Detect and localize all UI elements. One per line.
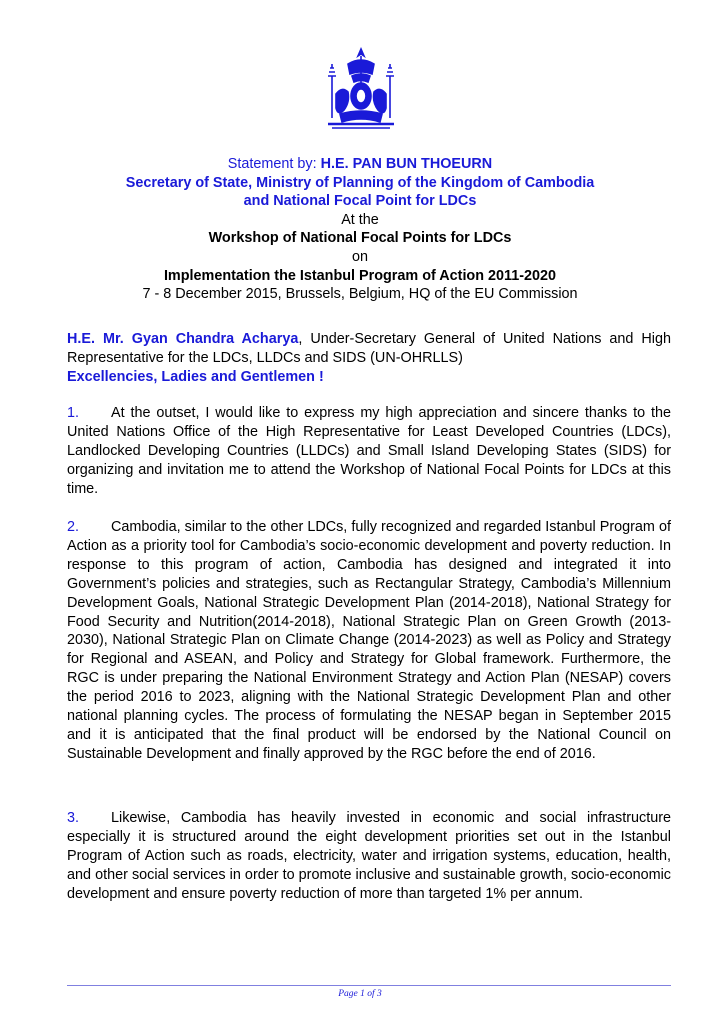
at-the-text: At the bbox=[341, 211, 379, 228]
speaker-name: H.E. PAN BUN THOEURN bbox=[320, 156, 493, 172]
workshop-title: Workshop of National Focal Points for LDCs bbox=[208, 230, 512, 247]
royal-coat-of-arms-icon bbox=[318, 46, 404, 132]
speaker-title-line2: and National Focal Point for LDCs bbox=[243, 193, 477, 210]
page-number: Page 1 of 3 bbox=[338, 989, 382, 999]
paragraph-2 bbox=[67, 518, 671, 764]
paragraph-text: At the outset, I would like to express my high appreciation and sincere thanks to the United Nations Office of the High Representative for Least Developed Countries (LDCs), Landlocked Developing Countries (LLDCs) and Small Island Developing States (SIDS) for organizing and invitation me to attend the Workshop of National Focal Points for LDCs at this time. bbox=[67, 405, 671, 497]
paragraph-number: 3. bbox=[67, 810, 80, 826]
statement-prefix: Statement by: bbox=[227, 156, 321, 172]
speaker-title-line1: Secretary of State, Ministry of Planning of the Kingdom of Cambodia bbox=[125, 174, 595, 191]
paragraph-text: Likewise, Cambodia has heavily invested in economic and social infrastructure especially it is structured around the eight development priorities set out in the Istanbul Program of Action such as roads, electricity, water and irrigation systems, education, health, and other social services in order to promote inclusive and sustainable growth, socio-economic development and ensure poverty reduction of more than targeted 1% per annum. bbox=[67, 810, 671, 902]
footer-divider bbox=[67, 985, 671, 986]
paragraph-number: 2. bbox=[67, 519, 80, 535]
paragraph-3 bbox=[67, 809, 671, 904]
statement-header bbox=[60, 155, 660, 304]
salutation-excellencies: Excellencies, Ladies and Gentlemen ! bbox=[67, 368, 324, 385]
salutation bbox=[67, 330, 671, 387]
salutation-name: H.E. Mr. Gyan Chandra Acharya bbox=[67, 331, 299, 347]
paragraph-number: 1. bbox=[67, 405, 80, 421]
salutation-role: , Under-Secretary General of United Nations and High Representative for the LDCs, LLDCs and SIDS (UN-OHRLLS) bbox=[67, 331, 671, 366]
date-place: 7 - 8 December 2015, Brussels, Belgium, HQ of the EU Commission bbox=[142, 286, 578, 303]
topic-title: Implementation the Istanbul Program of Action 2011-2020 bbox=[163, 267, 557, 284]
statement-by-line bbox=[60, 155, 660, 174]
paragraph-text: Cambodia, similar to the other LDCs, fully recognized and regarded Istanbul Program of Action as a priority tool for Cambodia’s socio-economic development and poverty reduction. In response to this program of action, Cambodia has designed and integrated it into Government’s policies and strategies, such as Rectangular Strategy, Cambodia’s Millennium Development Goals, National Strategic Development Plan (2014-2018), National Strategy for Food Security and Nutrition(2014-2018), National Strategic Plan on Green Growth (2013-2030), National Strategic Plan on Climate Change (2014-2023) as well as Policy and Strategy for Regional and ASEAN, and Policy and Strategy for Global framework. Furthermore, the RGC is under preparing the National Environment Strategy and Action Plan (NESAP) covers the period 2016 to 2023, aligning with the National Strategic Development Plan and other national planning cycles. The process of formulating the NESAP began in September 2015 and it is anticipated that the final product will be endorsed by the National Council on Sustainable Development and finally approved by the RGC before the end of 2016. bbox=[67, 519, 671, 762]
on-text: on bbox=[351, 248, 368, 265]
paragraph-1 bbox=[67, 404, 671, 499]
